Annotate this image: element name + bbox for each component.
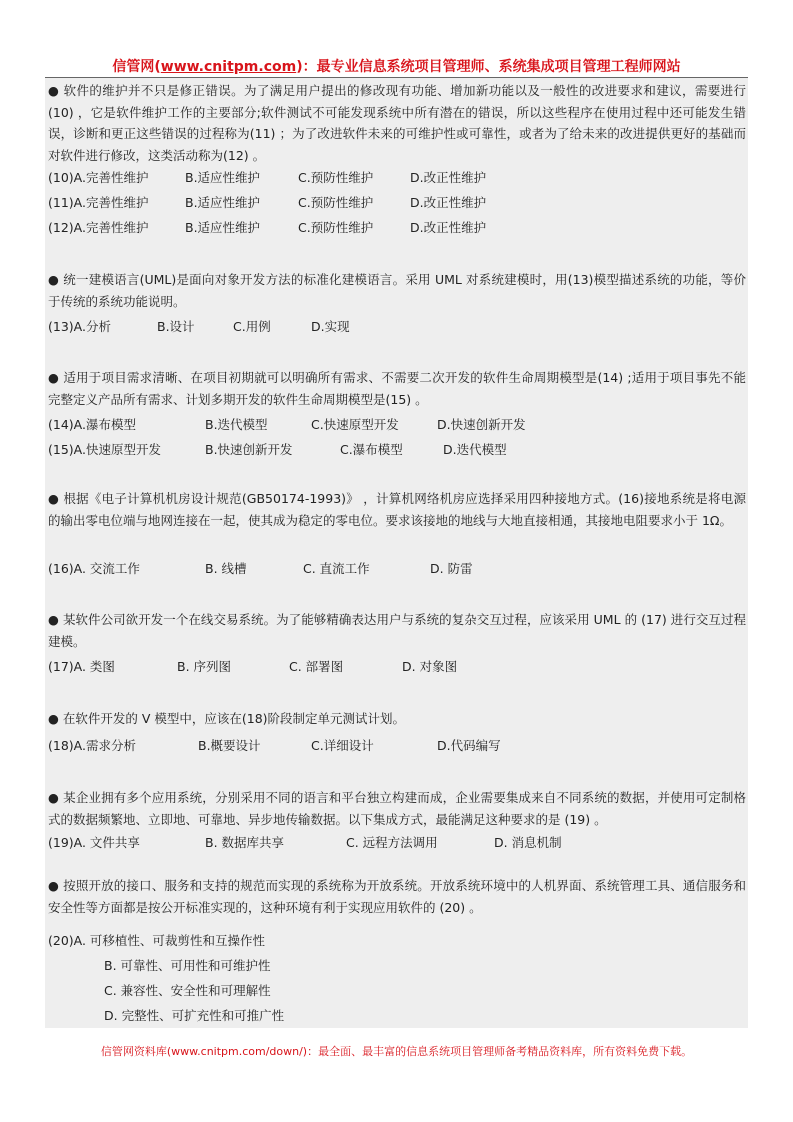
option-row xyxy=(48,190,746,215)
question-text: ● 适用于项目需求清晰、在项目初期就可以明确所有需求、不需要二次开发的软件生命周期模型是(14) ;适用于项目事先不能完整定义产品所有需求、计划多期开发的软件生命周期模型是(15) 。 xyxy=(48,370,746,407)
page-header: 信管网(www.cnitpm.com)：最专业信息系统项目管理师、系统集成项目管理工程师网站 xyxy=(112,59,681,75)
option-item: D.迭代模型 xyxy=(443,442,507,457)
option-item: (17)A. 类图 xyxy=(48,659,115,674)
option-item: D.实现 xyxy=(311,319,350,334)
option-row xyxy=(48,165,746,190)
option-item: B. 序列图 xyxy=(177,659,232,674)
option-item: C.详细设计 xyxy=(311,738,374,753)
options-group xyxy=(48,165,746,240)
option-item: B.设计 xyxy=(157,319,195,334)
option-item: B.适应性维护 xyxy=(185,170,261,185)
question-block xyxy=(48,875,746,918)
question-text: ● 按照开放的接口、服务和支持的规范而实现的系统称为开放系统。开放系统环境中的人机界面、系统管理工具、通信服务和安全性等方面都是按公开标准实现的，这种环境有利于实现应用软件的 (20) 。 xyxy=(48,878,746,915)
question-text: ● 软件的维护并不只是修正错误。为了满足用户提出的修改现有功能、增加新功能以及一般性的改进要求和建议，需要进行(10) ，它是软件维护工作的主要部分;软件测试不可能发现系统中所有潜在的错误，所以这些程序在使用过程中还可能发生错误，诊断和更正这些错误的过程称为(11) ；为了改进软件未来的可维护性或可靠性，或者为了给未来的改进提供更好的基础而对软件进行修改，这类活动称为(12) 。 xyxy=(48,83,746,163)
option-row xyxy=(48,953,746,978)
options-group xyxy=(48,928,746,1028)
option-item: D. 消息机制 xyxy=(494,835,562,850)
option-item: C.预防性维护 xyxy=(298,170,374,185)
option-row xyxy=(48,654,746,679)
option-item: B. 数据库共享 xyxy=(205,835,285,850)
question-text: ● 统一建模语言(UML)是面向对象开发方法的标准化建模语言。采用 UML 对系统建模时，用(13)模型描述系统的功能，等价于传统的系统功能说明。 xyxy=(48,272,746,309)
options-group xyxy=(48,556,746,581)
question-text: ● 某企业拥有多个应用系统，分别采用不同的语言和平台独立构建而成，企业需要集成来自不同系统的数据，并使用可定制格式的数据频繁地、立即地、可靠地、异步地传输数据。以下集成方式，最能满足这种要求的是 (19) 。 xyxy=(48,790,746,827)
question-block xyxy=(48,708,746,730)
question-block xyxy=(48,269,746,312)
option-item: D.改正性维护 xyxy=(410,195,487,210)
option-row xyxy=(48,437,746,462)
option-item: C.瀑布模型 xyxy=(340,442,403,457)
option-item: (18)A.需求分析 xyxy=(48,738,136,753)
question-block xyxy=(48,787,746,830)
options-group xyxy=(48,654,746,679)
option-item: D. 对象图 xyxy=(402,659,458,674)
option-item: (14)A.瀑布模型 xyxy=(48,417,136,432)
options-group xyxy=(48,314,746,339)
option-item: (16)A. 交流工作 xyxy=(48,561,140,576)
option-item: (12)A.完善性维护 xyxy=(48,220,149,235)
header-link[interactable]: www.cnitpm.com xyxy=(160,59,297,75)
options-group xyxy=(48,733,746,758)
option-item: C.预防性维护 xyxy=(298,195,374,210)
option-row xyxy=(48,314,746,339)
option-item: D.改正性维护 xyxy=(410,170,487,185)
option-item: C. 直流工作 xyxy=(303,561,370,576)
option-item: (20)A. 可移植性、可裁剪性和互操作性 xyxy=(48,933,265,948)
option-item: D. 完整性、可扩充性和可推广性 xyxy=(104,1008,285,1023)
options-group xyxy=(48,830,746,855)
question-block xyxy=(48,488,746,531)
question-block xyxy=(48,367,746,410)
option-item: C.预防性维护 xyxy=(298,220,374,235)
option-item: B.迭代模型 xyxy=(205,417,268,432)
option-row xyxy=(48,928,746,953)
option-item: C. 兼容性、安全性和可理解性 xyxy=(104,983,271,998)
option-row xyxy=(48,978,746,1003)
option-row xyxy=(48,556,746,581)
option-row xyxy=(48,830,746,855)
option-item: B. 线槽 xyxy=(205,561,247,576)
option-item: (10)A.完善性维护 xyxy=(48,170,149,185)
option-item: (19)A. 文件共享 xyxy=(48,835,140,850)
options-group xyxy=(48,412,746,462)
option-item: B.适应性维护 xyxy=(185,220,261,235)
option-item: (15)A.快速原型开发 xyxy=(48,442,161,457)
option-item: D.代码编写 xyxy=(437,738,501,753)
option-item: C. 远程方法调用 xyxy=(346,835,438,850)
option-item: D.改正性维护 xyxy=(410,220,487,235)
question-text: ● 某软件公司欲开发一个在线交易系统。为了能够精确表达用户与系统的复杂交互过程，应该采用 UML 的 (17) 进行交互过程建模。 xyxy=(48,612,746,649)
option-item: D. 防雷 xyxy=(430,561,473,576)
page-footer: 信管网资料库(www.cnitpm.com/down/)：最全面、最丰富的信息系统项目管理师备考精品资料库，所有资料免费下载。 xyxy=(100,1045,693,1058)
option-item: (11)A.完善性维护 xyxy=(48,195,149,210)
option-row xyxy=(48,215,746,240)
option-row xyxy=(48,733,746,758)
option-item: C.快速原型开发 xyxy=(311,417,399,432)
option-item: B. 可靠性、可用性和可维护性 xyxy=(104,958,271,973)
option-item: C. 部署图 xyxy=(289,659,344,674)
option-item: B.适应性维护 xyxy=(185,195,261,210)
option-item: B.概要设计 xyxy=(198,738,261,753)
option-item: C.用例 xyxy=(233,319,271,334)
question-text: ● 根据《电子计算机机房设计规范(GB50174-1993)》 ，计算机网络机房应选择采用四种接地方式。(16)接地系统是将电源的输出零电位端与地网连接在一起，使其成为稳定的零电位。要求该接地的地线与大地直接相通，其接地电阻要求小于 1Ω。 xyxy=(48,491,746,528)
question-text: ● 在软件开发的 V 模型中，应该在(18)阶段制定单元测试计划。 xyxy=(48,711,406,726)
option-item: D.快速创新开发 xyxy=(437,417,526,432)
option-item: B.快速创新开发 xyxy=(205,442,293,457)
question-block xyxy=(48,609,746,652)
option-row xyxy=(48,1003,746,1028)
question-block xyxy=(48,80,746,166)
option-item: (13)A.分析 xyxy=(48,319,111,334)
option-row xyxy=(48,412,746,437)
